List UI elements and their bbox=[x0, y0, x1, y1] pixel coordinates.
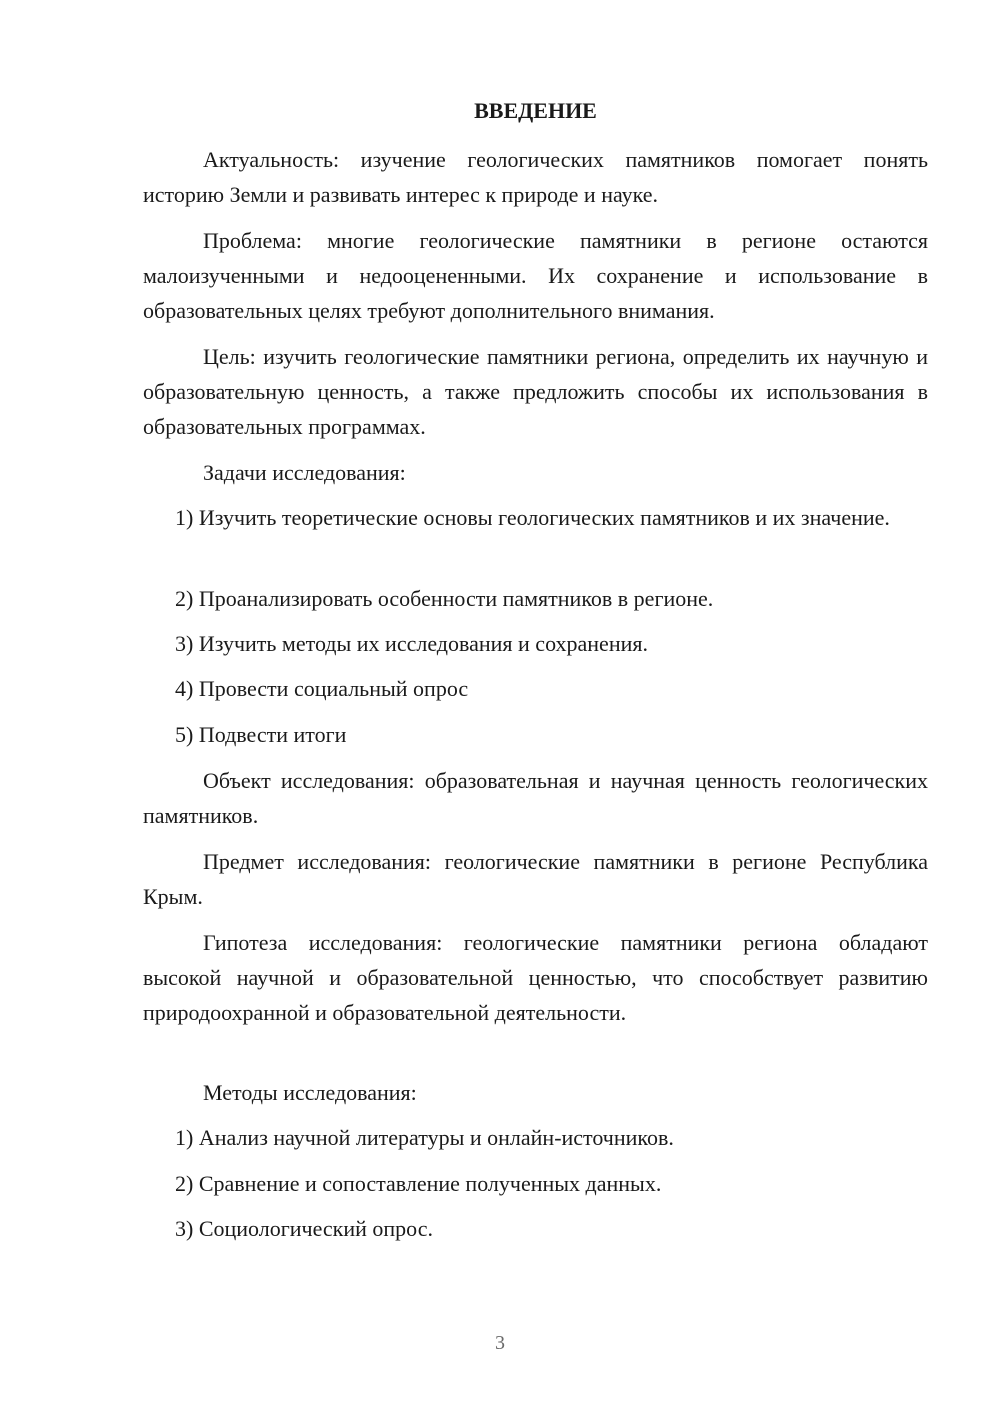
method-item-1: 1) Анализ научной литературы и онлайн-источников. bbox=[175, 1125, 674, 1150]
task-item-5: 5) Подвести итоги bbox=[175, 722, 347, 747]
task-item-3: 3) Изучить методы их исследования и сохранения. bbox=[175, 631, 648, 656]
method-item-2: 2) Сравнение и сопоставление полученных данных. bbox=[175, 1171, 662, 1196]
task-item-1: 1) Изучить теоретические основы геологических памятников и их значение. bbox=[175, 505, 890, 530]
task-item-4: 4) Провести социальный опрос bbox=[175, 676, 469, 701]
problem-paragraph: Проблема: многие геологические памятники в регионе остаются малоизученными и недооцененными. Их сохранение и использование в образовательных целях требуют дополнительного внимания. bbox=[143, 228, 928, 323]
object-paragraph: Объект исследования: образовательная и научная ценность геологических памятников. bbox=[143, 768, 928, 828]
relevance-paragraph: Актуальность: изучение геологических памятников помогает понять историю Земли и развивать интерес к природе и науке. bbox=[143, 147, 928, 207]
method-item-3: 3) Социологический опрос. bbox=[175, 1216, 433, 1241]
hypothesis-paragraph: Гипотеза исследования: геологические памятники региона обладают высокой научной и образовательной ценностью, что способствует развитию природоохранной и образовательной деятельности. bbox=[143, 930, 928, 1025]
methods-title: Методы исследования: bbox=[203, 1080, 417, 1105]
goal-paragraph: Цель: изучить геологические памятники региона, определить их научную и образовательную ценность, а также предложить способы их использования в образовательных программах. bbox=[143, 344, 928, 439]
task-item-2: 2) Проанализировать особенности памятников в регионе. bbox=[175, 586, 714, 611]
section-heading: ВВЕДЕНИЕ bbox=[474, 98, 597, 123]
tasks-title: Задачи исследования: bbox=[203, 460, 406, 485]
subject-paragraph: Предмет исследования: геологические памятники в регионе Республика Крым. bbox=[143, 849, 928, 909]
page-number: 3 bbox=[495, 1332, 505, 1354]
